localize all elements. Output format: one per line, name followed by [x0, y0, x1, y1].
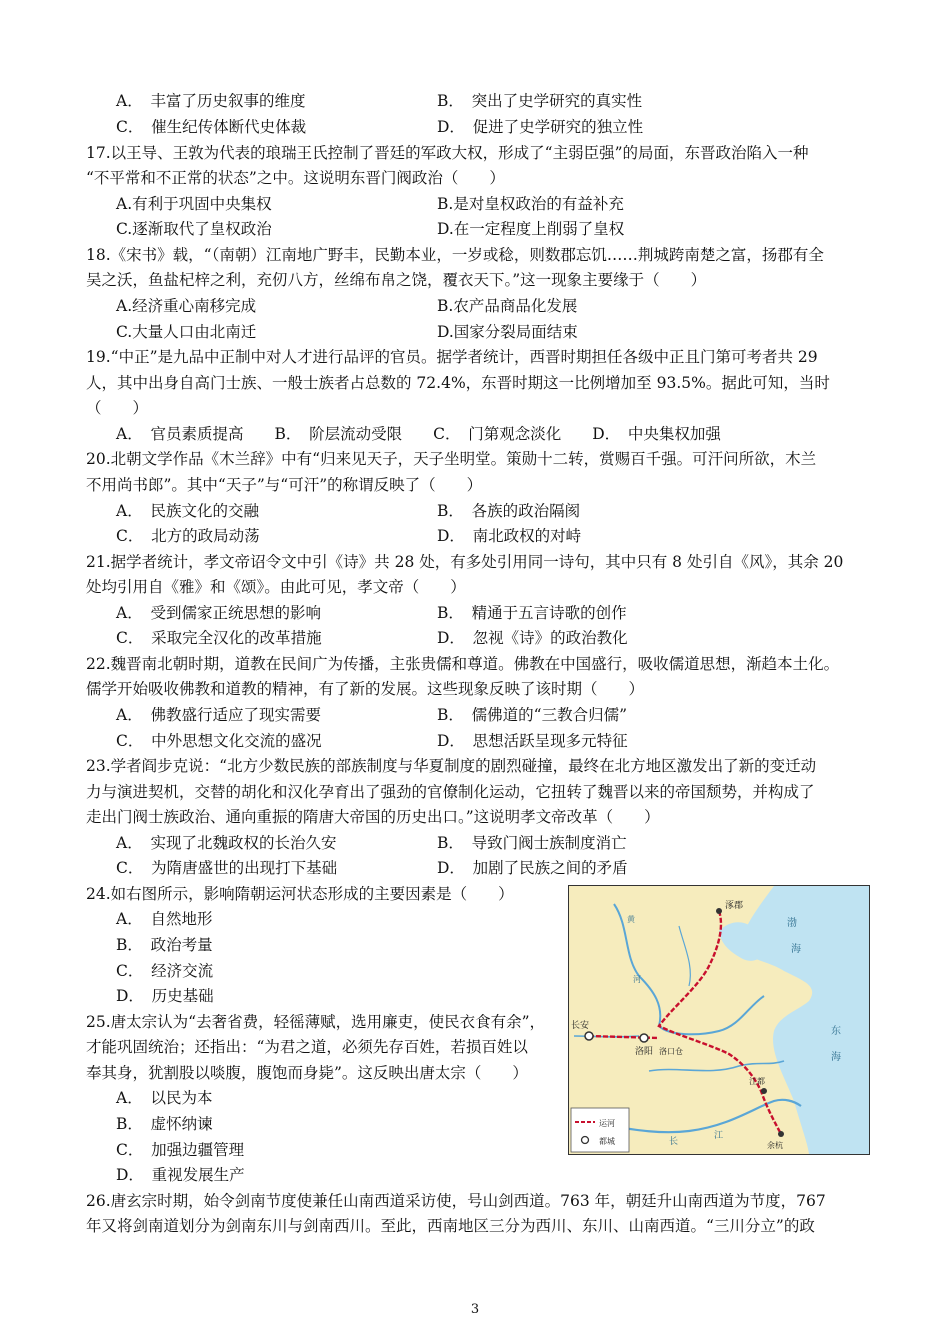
q25-stem-line2: 才能巩固统治；还指出：“为君之道，必须先存百姓，若损百姓以	[86, 1038, 528, 1056]
q18-option-d: D.国家分裂局面结束	[437, 323, 578, 341]
q21-stem-line1: 21.据学者统计，孝文帝诏令文中引《诗》共 28 处，有多处引用同一诗句，其中只有 8 处引自《风》，其余 20	[86, 553, 844, 571]
label-zhuojun: 涿郡	[725, 901, 744, 911]
q23-stem-line2: 力与演进契机，交替的胡化和汉化孕育出了强劲的官僚制化运动，它扭转了魏晋以来的帝国颓势，并构成了	[86, 783, 815, 801]
q23-option-c: C． 为隋唐盛世的出现打下基础	[116, 859, 338, 877]
q16-option-b: B． 突出了史学研究的真实性	[437, 92, 643, 110]
q25-option-a: A． 以民为本	[116, 1089, 213, 1107]
q25-option-b: B． 虚怀纳谏	[116, 1115, 213, 1133]
q24-option-c: C． 经济交流	[116, 962, 214, 980]
legend-capital-dot	[582, 1137, 589, 1144]
q22-option-d: D． 思想活跃呈现多元特征	[437, 732, 628, 750]
q26-stem-line1: 26.唐玄宗时期，始令剑南节度使兼任山南西道采访使，号山剑西道。763 年，朝廷升山南西道为节度，767	[86, 1192, 826, 1210]
label-he: 河	[633, 975, 641, 984]
q21-option-a: A． 受到儒家正统思想的影响	[116, 604, 321, 622]
label-donghai-1: 东	[831, 1026, 841, 1037]
label-jiang: 江	[714, 1131, 724, 1141]
yuhang-dot	[778, 1131, 784, 1137]
q23-option-a: A． 实现了北魏政权的长治久安	[116, 834, 337, 852]
q18-option-b: B.农产品商品化发展	[437, 297, 578, 315]
q21-stem-line2: 处均引用自《雅》和《颂》。由此可见，孝文帝（ ）	[86, 578, 466, 596]
q18-option-c: C.大量人口由北南迁	[116, 323, 257, 341]
q22-option-b: B． 儒佛道的“三教合归儒”	[437, 706, 627, 724]
legend-capital-label: 都城	[599, 1137, 615, 1146]
huai-river	[649, 1061, 784, 1071]
q25-stem-line3: 奉其身，犹割股以啖腹，腹饱而身毙”。这反映出唐太宗（ ）	[86, 1064, 528, 1082]
q23-stem-line1: 23.学者阎步克说：“北方少数民族的部族制度与华夏制度的剧烈碰撞，最终在北方地区激发出了新的变迁动	[86, 757, 817, 775]
label-luoyang: 洛阳	[635, 1047, 654, 1057]
q21-option-d: D． 忽视《诗》的政治教化	[437, 629, 628, 647]
q20-stem-line2: 不用尚书郎”。其中“天子”与“可汗”的称谓反映了（ ）	[86, 476, 483, 494]
q16-option-c: C． 催生纪传体断代史体裁	[116, 118, 307, 136]
q24-stem-line1: 24.如右图所示，影响隋朝运河状态形成的主要因素是（ ）	[86, 885, 514, 903]
q22-stem-line2: 儒学开始吸收佛教和道教的精神，有了新的发展。这些现象反映了该时期（ ）	[86, 680, 645, 698]
q20-option-b: B． 各族的政治隔阂	[437, 502, 581, 520]
q16-option-d: D． 促进了史学研究的独立性	[437, 118, 644, 136]
q17-option-b: B.是对皇权政治的有益补充	[437, 195, 624, 213]
q22-stem-line1: 22.魏晋南北朝时期，道教在民间广为传播，主张贵儒和尊道。佛教在中国盛行，吸收儒道思想，渐趋本土化。	[86, 655, 840, 673]
page-number: 3	[470, 1302, 480, 1317]
q19-stem-line3: （ ）	[86, 399, 149, 417]
q26-stem-line2: 年又将剑南道划分为剑南东川与剑南西川。至此，西南地区三分为西川、东川、山南西道。“三川分立”的政	[86, 1217, 815, 1235]
q25-option-c: C． 加强边疆管理	[116, 1141, 245, 1159]
q20-option-d: D． 南北政权的对峙	[437, 527, 582, 545]
q19-stem-line2: 人，其中出身自高门士族、一般士族者占总数的 72.4%，东晋时期这一比例增加至 93.5%。据此可知，当时	[86, 374, 830, 392]
jiangdu-dot	[761, 1088, 767, 1094]
label-luokoucang: 洛口仓	[659, 1047, 683, 1056]
changan-dot	[585, 1032, 593, 1040]
q17-option-c: C.逐渐取代了皇权政治	[116, 220, 272, 238]
river-branch	[679, 926, 690, 986]
q17-option-a: A.有利于巩固中央集权	[116, 195, 272, 213]
q16-option-a: A． 丰富了历史叙事的维度	[116, 92, 306, 110]
label-chang: 长	[669, 1137, 679, 1147]
q18-stem-line1: 18.《宋书》载，“（南朝）江南地广野丰，民勤本业，一岁或稔，则数郡忘饥……荆城跨南楚之富，扬郡有全	[86, 246, 824, 264]
q23-stem-line3: 走出门阀士族政治、通向重振的隋唐大帝国的历史出口。”这说明孝文帝改革（ ）	[86, 808, 660, 826]
q19-options: A． 官员素质提高 B． 阶层流动受限 C． 门第观念淡化 D． 中央集权加强	[116, 425, 721, 443]
q17-option-d: D.在一定程度上削弱了皇权	[437, 220, 625, 238]
q24-option-a: A． 自然地形	[116, 910, 213, 928]
q20-option-c: C． 北方的政局动荡	[116, 527, 260, 545]
label-bohai-1: 渤	[787, 918, 797, 929]
q22-option-a: A． 佛教盛行适应了现实需要	[116, 706, 321, 724]
legend-canal-label: 运河	[599, 1119, 615, 1128]
q25-option-d: D． 重视发展生产	[116, 1166, 245, 1184]
q23-option-b: B． 导致门阀士族制度消亡	[437, 834, 627, 852]
q24-option-b: B． 政治考量	[116, 936, 213, 954]
luoyang-dot	[640, 1034, 648, 1042]
label-donghai-2: 海	[831, 1052, 841, 1063]
label-huang: 黄	[627, 915, 635, 924]
label-changan: 长安	[571, 1021, 590, 1031]
q21-option-b: B． 精通于五言诗歌的创作	[437, 604, 627, 622]
q18-stem-line2: 吴之沃，鱼盐杞梓之利，充仞八方，丝绵布帛之饶，覆衣天下。”这一现象主要缘于（ ）	[86, 271, 707, 289]
label-bohai-2: 海	[791, 944, 801, 955]
q18-option-a: A.经济重心南移完成	[116, 297, 257, 315]
q19-stem-line1: 19.“中正”是九品中正制中对人才进行品评的官员。据学者统计，西晋时期担任各级中正且门第可考者共 29	[86, 348, 818, 366]
sui-canal-map	[568, 885, 870, 1155]
q20-stem-line1: 20.北朝文学作品《木兰辞》中有“归来见天子，天子坐明堂。策勋十二转，赏赐百千强。可汗问所欲，木兰	[86, 450, 817, 468]
label-yuhang: 余杭	[767, 1141, 783, 1150]
zhuojun-dot	[716, 908, 722, 914]
q20-option-a: A． 民族文化的交融	[116, 502, 259, 520]
q25-stem-line1: 25.唐太宗认为“去奢省费，轻徭薄赋，选用廉吏，使民衣食有余”，	[86, 1013, 546, 1031]
q17-stem-line2: “不平常和不正常的状态”之中。这说明东晋门阀政治（ ）	[86, 169, 505, 187]
q17-stem-line1: 17.以王导、王敦为代表的琅瑞王氏控制了晋廷的军政大权，形成了“主弱臣强”的局面，东晋政治陷入一种	[86, 144, 809, 162]
q23-option-d: D． 加剧了民族之间的矛盾	[437, 859, 628, 877]
q24-option-d: D． 历史基础	[116, 987, 214, 1005]
q22-option-c: C． 中外思想文化交流的盛况	[116, 732, 322, 750]
label-jiangdu: 江都	[749, 1077, 765, 1086]
sea-area	[739, 886, 869, 1154]
q21-option-c: C． 采取完全汉化的改革措施	[116, 629, 322, 647]
